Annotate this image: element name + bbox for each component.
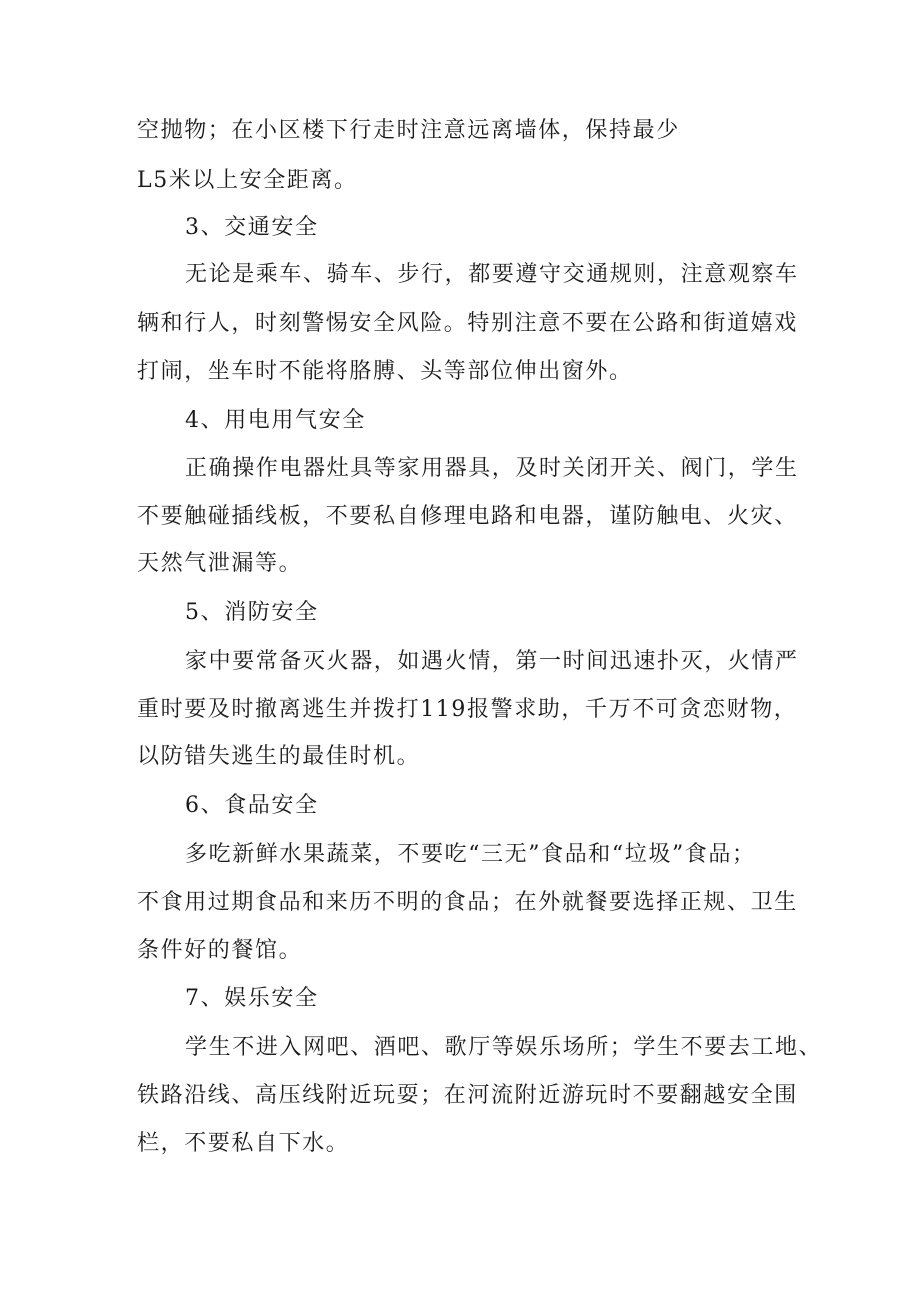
- paragraph-line: 学生不进入网吧、酒吧、歌厅等娱乐场所；学生不要去工地、: [185, 1035, 823, 1060]
- paragraph-line: 家中要常备灭火器，如遇火情，第一时间迅速扑灭，火情严: [185, 649, 799, 674]
- paragraph-line: 无论是乘车、骑车、步行，都要遵守交通规则，注意观察车: [185, 262, 799, 287]
- paragraph-line: 打闹，坐车时不能将胳膊、头等部位伸出窗外。: [137, 359, 633, 384]
- paragraph-line: 以防错失逃生的最佳时机。: [137, 744, 421, 769]
- section-heading-fire: 5、消防安全: [185, 600, 319, 625]
- paragraph-line: 不要触碰插线板，不要私自修理电路和电器，谨防触电、火灾、: [137, 504, 798, 529]
- paragraph-line: 辆和行人，时刻警惕安全风险。特别注意不要在公路和街道嬉戏: [137, 311, 798, 336]
- paragraph-line: 条件好的餐馆。: [137, 938, 303, 963]
- paragraph-line: 栏，不要私自下水。: [137, 1131, 350, 1156]
- paragraph-line: 天然气泄漏等。: [137, 551, 303, 576]
- paragraph-line: 多吃新鲜水果蔬菜，不要吃“三无”食品和“垃圾”食品；: [185, 842, 756, 867]
- paragraph-line: 不食用过期食品和来历不明的食品；在外就餐要选择正规、卫生: [137, 890, 798, 915]
- section-heading-entertainment: 7、娱乐安全: [185, 986, 319, 1011]
- paragraph-line: 重时要及时撤离逃生并拨打119报警求助，千万不可贪恋财物，: [137, 697, 798, 722]
- section-heading-electric-gas: 4、用电用气安全: [185, 408, 366, 433]
- paragraph-line: L5米以上安全距离。: [137, 168, 358, 193]
- paragraph-line: 空抛物；在小区楼下行走时注意远离墙体，保持最少: [137, 118, 680, 143]
- paragraph-line: 铁路沿线、高压线附近玩耍；在河流附近游玩时不要翻越安全围: [137, 1083, 798, 1108]
- section-heading-traffic: 3、交通安全: [185, 215, 319, 240]
- section-heading-food: 6、食品安全: [185, 793, 319, 818]
- paragraph-line: 正确操作电器灶具等家用器具，及时关闭开关、阀门，学生: [185, 456, 799, 481]
